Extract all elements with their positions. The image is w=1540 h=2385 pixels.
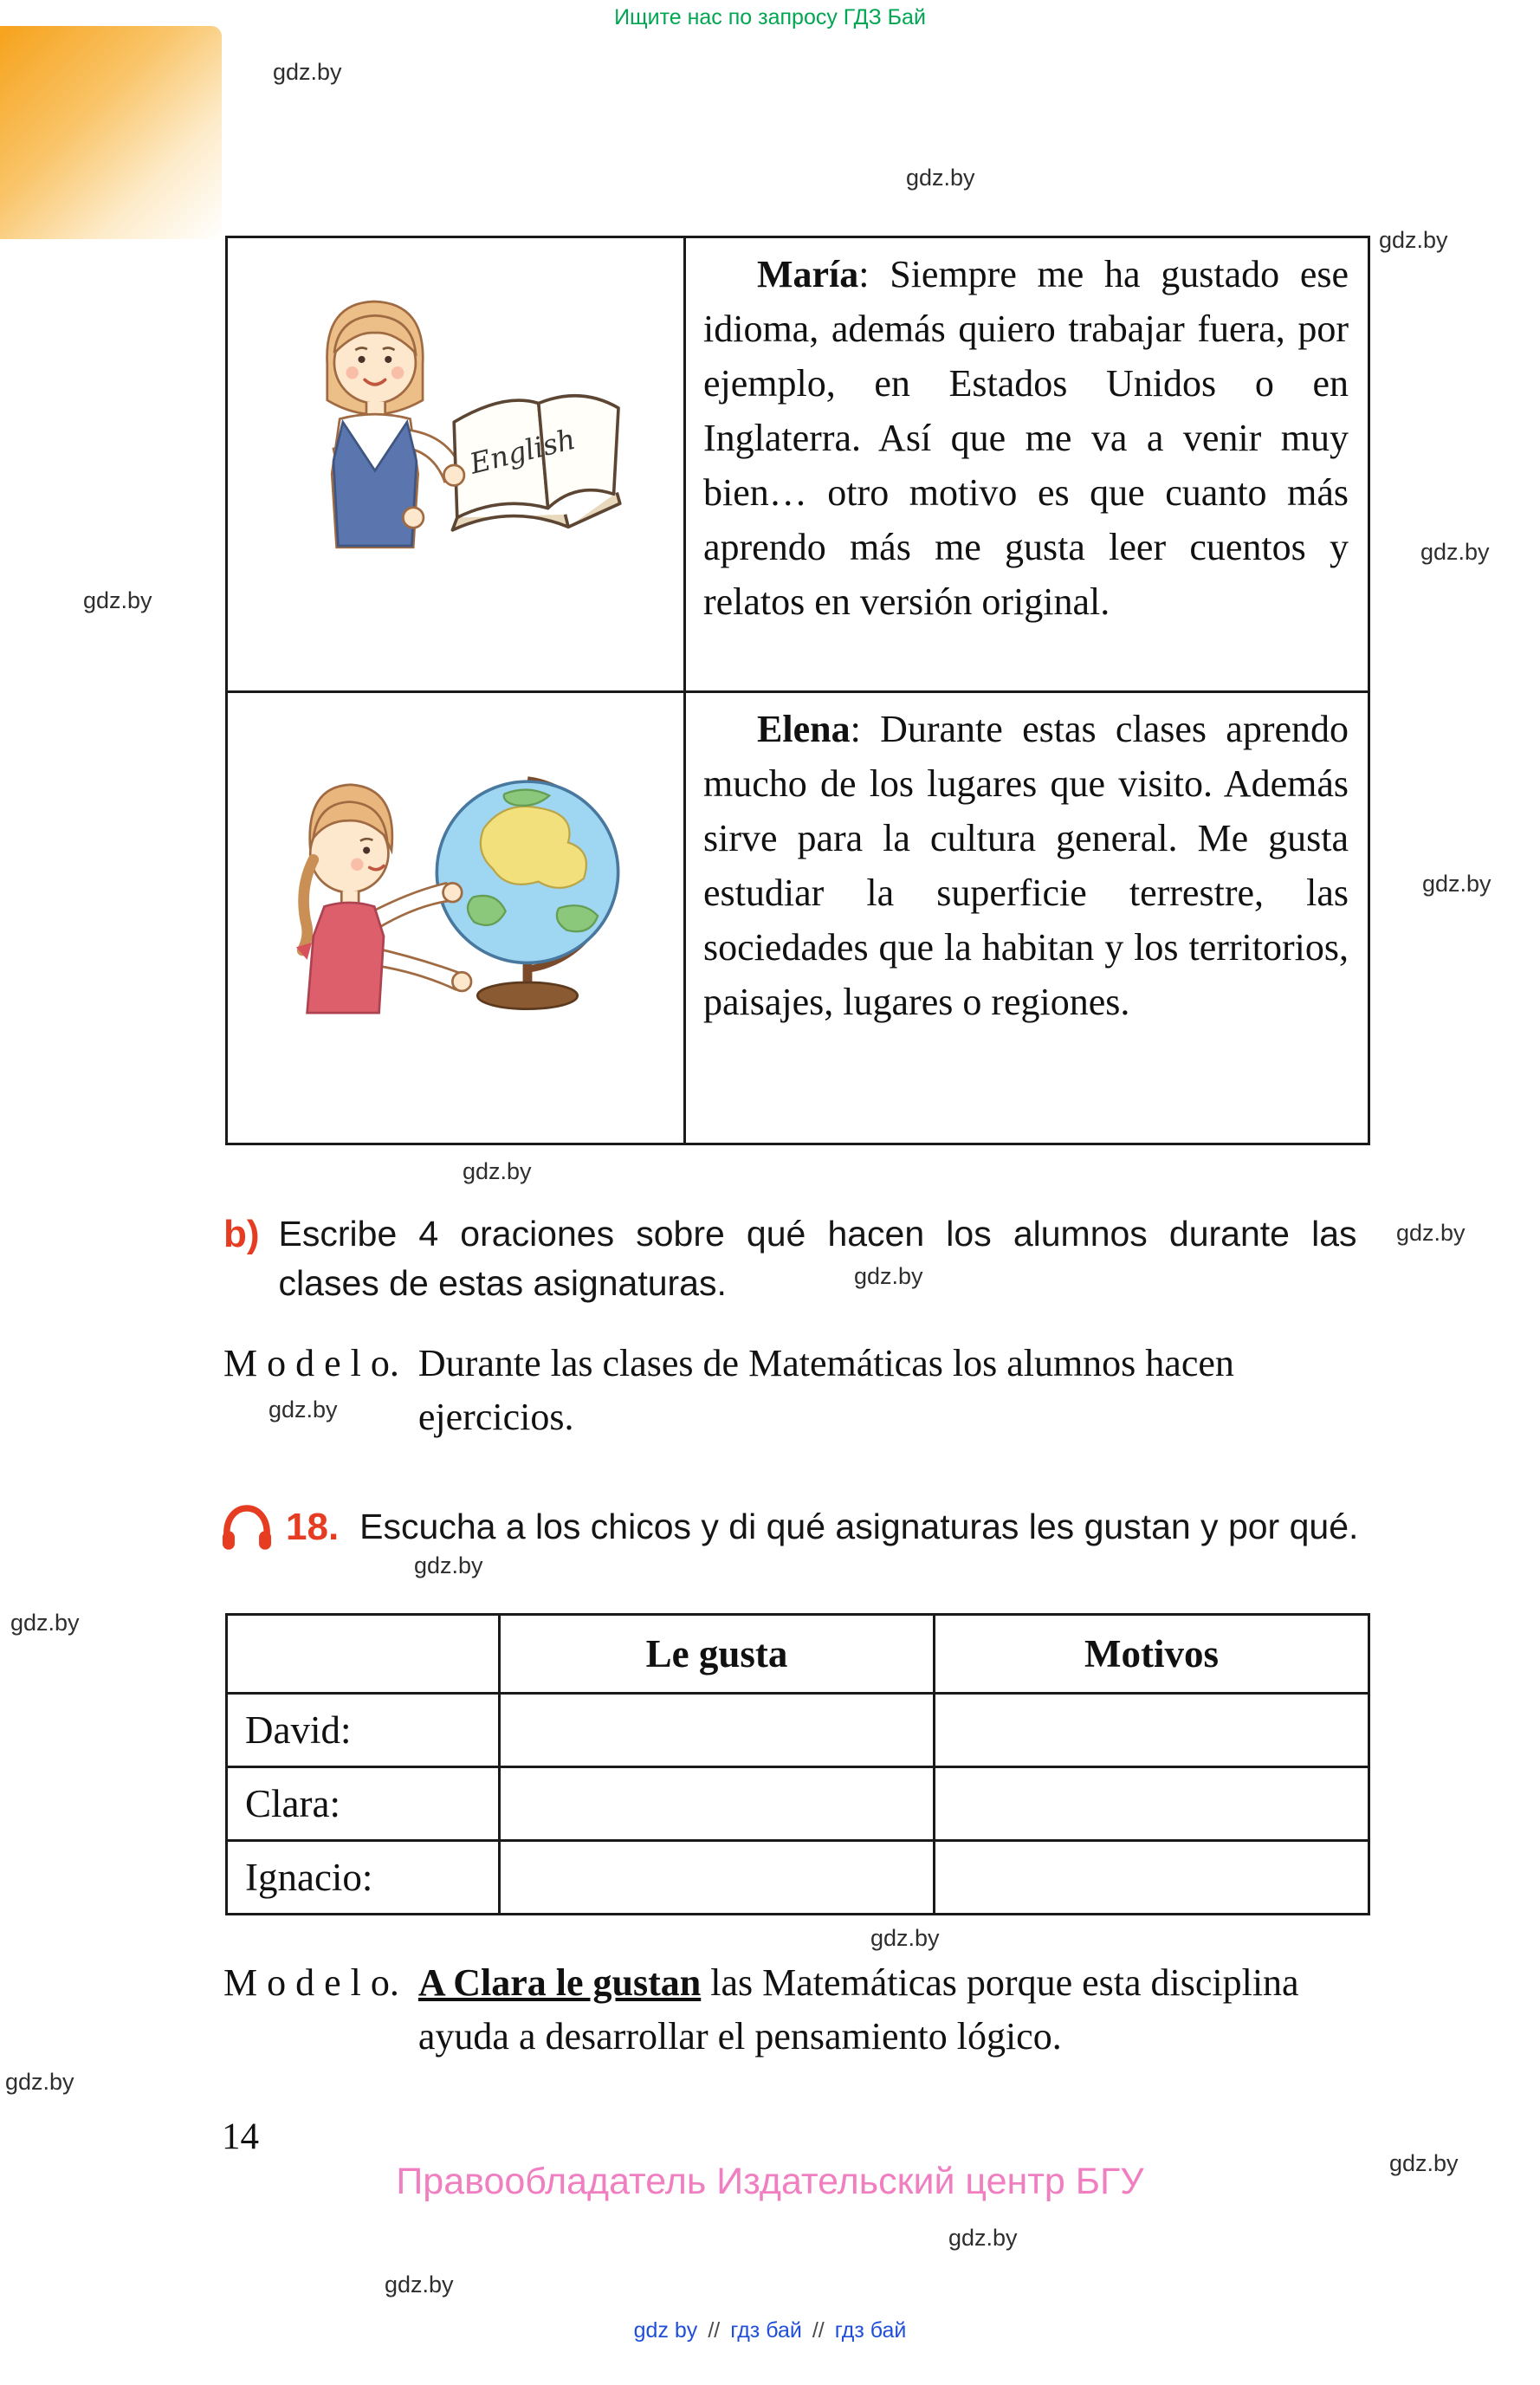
- highlighted-phrase: A Clara le gustan: [417, 1961, 702, 2004]
- task-b-text: Escribe 4 oraciones sobre qué hacen los alumnos durante las clases de estas asignaturas.: [278, 1214, 1357, 1303]
- empty-cell: [498, 1839, 933, 1913]
- row-label-david: David:: [228, 1692, 498, 1766]
- footer-link-gdz-by[interactable]: gdz by: [633, 2318, 698, 2343]
- gdz-watermark: gdz.by: [83, 587, 152, 613]
- maria-paragraph: María: Siempre me ha gustado ese idioma, además quiero trabajar fuera, por ejemplo, en Estados Unidos o en Inglaterra. Así que me va a venir muy bien… otro motivo es que cuanto más aprendo más me gusta leer cuentos y relatos en versión original.: [703, 253, 1349, 623]
- top-banner-text: Ищите нас по запросу ГДЗ Бай: [614, 5, 926, 29]
- column-header-motivos: Motivos: [933, 1616, 1368, 1692]
- footer-link-gdz-bay-1[interactable]: гдз бай: [730, 2318, 802, 2343]
- row-label-clara: Clara:: [228, 1766, 498, 1839]
- gdz-watermark: gdz.by: [1422, 871, 1491, 897]
- empty-cell: [498, 1766, 933, 1839]
- gdz-watermark: gdz.by: [414, 1552, 483, 1578]
- girl-with-english-book-illustration: [252, 269, 659, 660]
- gdz-watermark: gdz.by: [1420, 539, 1490, 565]
- footer-separator: //: [812, 2318, 825, 2343]
- task-18-text: Escucha a los chicos y di qué asignaturas les gustan y por qué.: [359, 1507, 1359, 1546]
- gdz-watermark: gdz.by: [870, 1925, 940, 1951]
- modelo-label: M o d e l o.: [223, 1342, 399, 1384]
- pink-vest: [307, 902, 384, 1012]
- modelo-label: M o d e l o.: [223, 1961, 399, 2004]
- task-b: [223, 1209, 1384, 1308]
- speaker-name: María: [757, 253, 859, 295]
- gdz-watermark: gdz.by: [463, 1158, 532, 1184]
- decorative-corner-gradient: [0, 26, 222, 239]
- gdz-watermark: gdz.by: [1389, 2150, 1459, 2176]
- book-title-text: English: [466, 422, 579, 481]
- gdz-watermark: gdz.by: [385, 2272, 454, 2298]
- row-label-ignacio: Ignacio:: [228, 1839, 498, 1913]
- gdz-watermark: gdz.by: [1396, 1220, 1466, 1246]
- copyright-line: Правообладатель Издательский центр БГУ: [396, 2161, 1144, 2202]
- gdz-watermark: gdz.by: [1379, 227, 1448, 253]
- gdz-watermark: gdz.by: [10, 1610, 80, 1636]
- modelo-b: [223, 1337, 1367, 1444]
- modelo-18: [223, 1956, 1367, 2064]
- footer-separator: //: [708, 2318, 721, 2343]
- footer-links: [0, 2318, 1540, 2343]
- gdz-watermark: gdz.by: [948, 2225, 1018, 2251]
- empty-cell: [933, 1766, 1368, 1839]
- task-b-label: b): [223, 1213, 260, 1255]
- speaker-name: Elena: [757, 708, 851, 750]
- headphones-icon: [218, 1502, 275, 1559]
- elena-paragraph: Elena: Durante estas clases aprendo mucho de los lugares que visito. Además sirve para la cultura general. Me gusta estudiar la superficie terrestre, las sociedades que la habitan y los territorios, paisajes, lugares o regiones.: [703, 708, 1349, 1023]
- gdz-watermark: gdz.by: [854, 1263, 923, 1289]
- empty-cell: [933, 1692, 1368, 1766]
- maria-paragraph-cell: [683, 238, 1368, 690]
- elena-paragraph-cell: [683, 690, 1368, 1143]
- task-18: [218, 1502, 1448, 1559]
- column-header-le-gusta: Le gusta: [498, 1616, 933, 1692]
- table-corner-cell: [228, 1616, 498, 1692]
- subjects-dialog-table: [225, 236, 1370, 1145]
- task-18-number: 18.: [286, 1506, 340, 1548]
- gdz-watermark: gdz.by: [906, 165, 975, 191]
- modelo-18-text: A Clara le gustan las Matemáticas porque esta disciplina ayuda a desarrollar el pensamiento lógico.: [417, 1961, 1299, 2058]
- gdz-watermark: gdz.by: [269, 1397, 338, 1423]
- footer-link-gdz-bay-2[interactable]: гдз бай: [834, 2318, 907, 2343]
- empty-cell: [498, 1692, 933, 1766]
- gdz-watermark: gdz.by: [273, 59, 342, 85]
- modelo-b-text: Durante las clases de Matemáticas los alumnos hacen ejercicios.: [417, 1342, 1234, 1438]
- page-number: 14: [222, 2116, 259, 2157]
- maria-illustration-cell: [228, 238, 683, 690]
- braid: [302, 859, 314, 950]
- globe-base: [477, 982, 577, 1008]
- girl-with-globe-illustration: [252, 735, 659, 1102]
- empty-cell: [933, 1839, 1368, 1913]
- listening-table: [225, 1613, 1370, 1915]
- elena-illustration-cell: [228, 690, 683, 1143]
- gdz-watermark: gdz.by: [5, 2069, 74, 2095]
